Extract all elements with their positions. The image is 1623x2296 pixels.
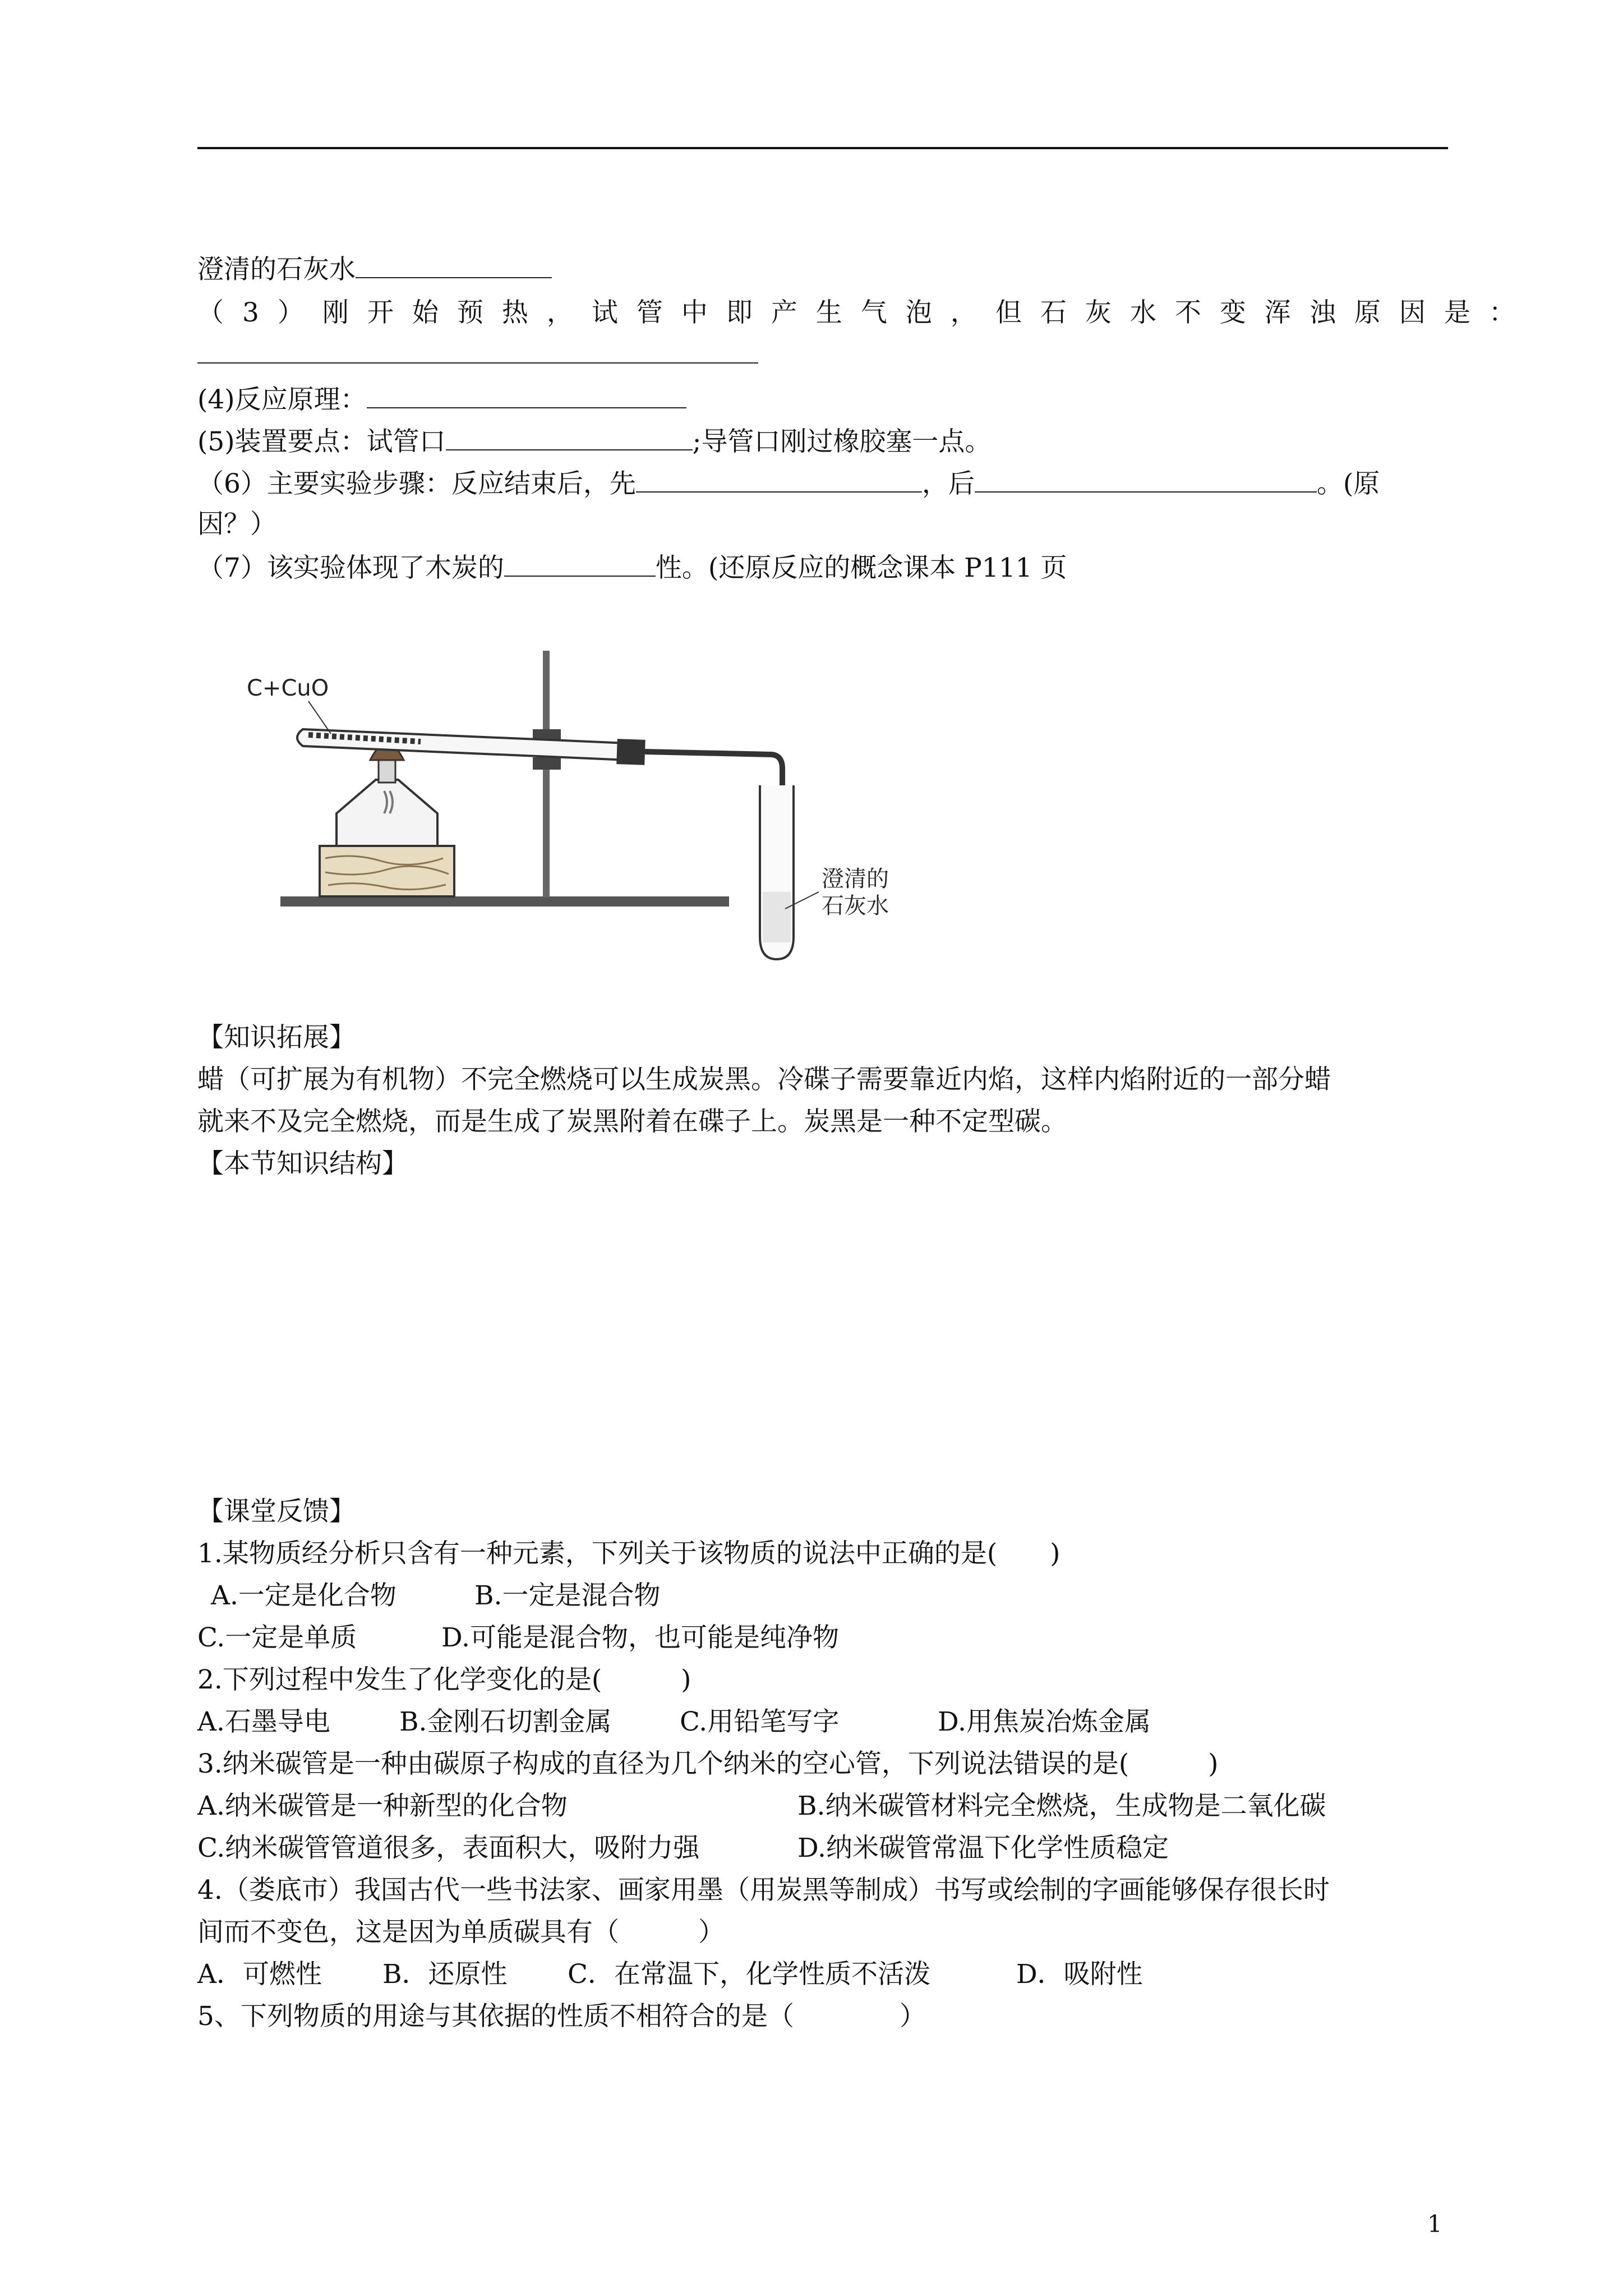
extension-heading: 【知识拓展】 [197,1022,356,1053]
option-4c: C．在常温下，化学性质不活泼 [568,1959,930,1990]
text-q7-part1: （7）该实验体现了木炭的 [197,553,504,583]
line-q3 [197,296,1534,330]
extension-paragraph-2: 就来不及完全燃烧，而是生成了炭黑附着在碟子上。炭黑是一种不定型碳。 [197,1106,1067,1137]
option-4b: B．还原性 [382,1959,508,1990]
text-q3-part1: （3）刚开始预热，试管中即产生气泡， [197,297,995,328]
question-4-options [197,1958,1143,1991]
rubber-stopper [616,739,645,765]
apparatus-figure [236,645,1021,965]
option-1a: A.一定是化合物 [211,1580,396,1611]
extension-paragraph-1: 蜡（可扩展为有机物）不完全燃烧可以生成炭黑。冷碟子需要靠近内焰，这样内焰附近的一部分蜡 [197,1064,1331,1095]
stand-rod [543,651,550,898]
text-q6-part1: （6）主要实验步骤：反应结束后，先 [197,468,636,499]
option-3c: C.纳米碳管管道很多，表面积大，吸附力强 [197,1833,700,1864]
option-3b: B.纳米碳管材料完全燃烧，生成物是二氧化碳 [797,1791,1326,1821]
text-q5-part1: (5)装置要点：试管口 [197,426,446,457]
stand-base [280,896,729,907]
text-q6-part3: 。(原 [1316,468,1380,499]
question-3-options-row2 [197,1832,1169,1865]
line-limewater [197,251,552,287]
answer-blank [197,337,758,364]
label-limewater-1: 澄清的 [822,866,889,892]
answer-blank [367,381,686,408]
answer-blank [356,251,552,278]
text-q3-part2: 但石灰水不变浑浊原因是： [995,297,1534,328]
line-q5 [197,424,991,459]
option-2b: B.金刚石切割金属 [399,1706,612,1737]
option-1d: D.可能是混合物，也可能是纯净物 [441,1622,839,1653]
question-1: 1.某物质经分析只含有一种元素，下列关于该物质的说法中正确的是( ) [197,1538,1061,1569]
text-q6-part2: ，后 [921,468,975,499]
line-q4 [197,381,686,417]
question-3-options-row1 [197,1789,1326,1823]
structure-heading: 【本节知识结构】 [197,1148,408,1179]
text-limewater: 澄清的石灰水 [197,254,356,285]
alcohol-lamp [336,780,437,846]
text-q6-part4: 因？） [197,509,276,540]
option-4d: D．吸附性 [1016,1959,1143,1990]
question-1-options-row2 [197,1621,839,1655]
option-3d: D.纳米碳管常温下化学性质稳定 [797,1833,1169,1864]
wooden-block [320,846,454,896]
test-tube [297,729,628,760]
question-5: 5、下列物质的用途与其依据的性质不相符合的是（ ） [197,2001,926,2032]
option-4a: A．可燃性 [197,1959,322,1990]
answer-blank [975,466,1317,493]
line-q7 [197,550,1067,585]
text-q5-part2: ;导管口刚过橡胶塞一点。 [692,426,992,457]
question-2: 2.下列过程中发生了化学变化的是( ) [197,1664,691,1695]
line-q6 [197,466,1380,501]
answer-blank [636,466,922,493]
answer-blank [446,424,693,450]
question-1-options-row1 [197,1579,660,1613]
option-3a: A.纳米碳管是一种新型的化合物 [197,1791,568,1821]
option-1c: C.一定是单质 [197,1622,357,1653]
label-limewater-2: 石灰水 [822,893,889,919]
option-2d: D.用焦炭冶炼金属 [938,1706,1151,1737]
text-q4: (4)反应原理： [197,384,367,415]
header-rule [197,147,1448,149]
option-1b: B.一定是混合物 [474,1580,661,1611]
question-3: 3.纳米碳管是一种由碳原子构成的直径为几个纳米的空心管，下列说法错误的是( ) [197,1749,1219,1779]
question-4-line1: 4.（娄底市）我国古代一些书法家、画家用墨（用炭黑等制成）书写或绘制的字画能够保存很长时 [197,1875,1330,1906]
feedback-heading: 【课堂反馈】 [197,1496,356,1527]
label-reactants: C+CuO [247,675,329,701]
page-number: 1 [1427,2210,1442,2238]
answer-blank [504,550,656,577]
option-2c: C.用铅笔写字 [680,1706,840,1737]
line-q3-blank [197,337,758,372]
text-q7-part2: 性。(还原反应的概念课本 P111 页 [655,553,1067,583]
line-q6-cont [197,508,276,541]
apparatus-drawing [236,645,1021,965]
question-2-options [197,1705,1151,1739]
question-4-line2: 间而不变色，这是因为单质碳具有（ ） [197,1917,725,1948]
option-2a: A.石墨导电 [197,1706,330,1737]
